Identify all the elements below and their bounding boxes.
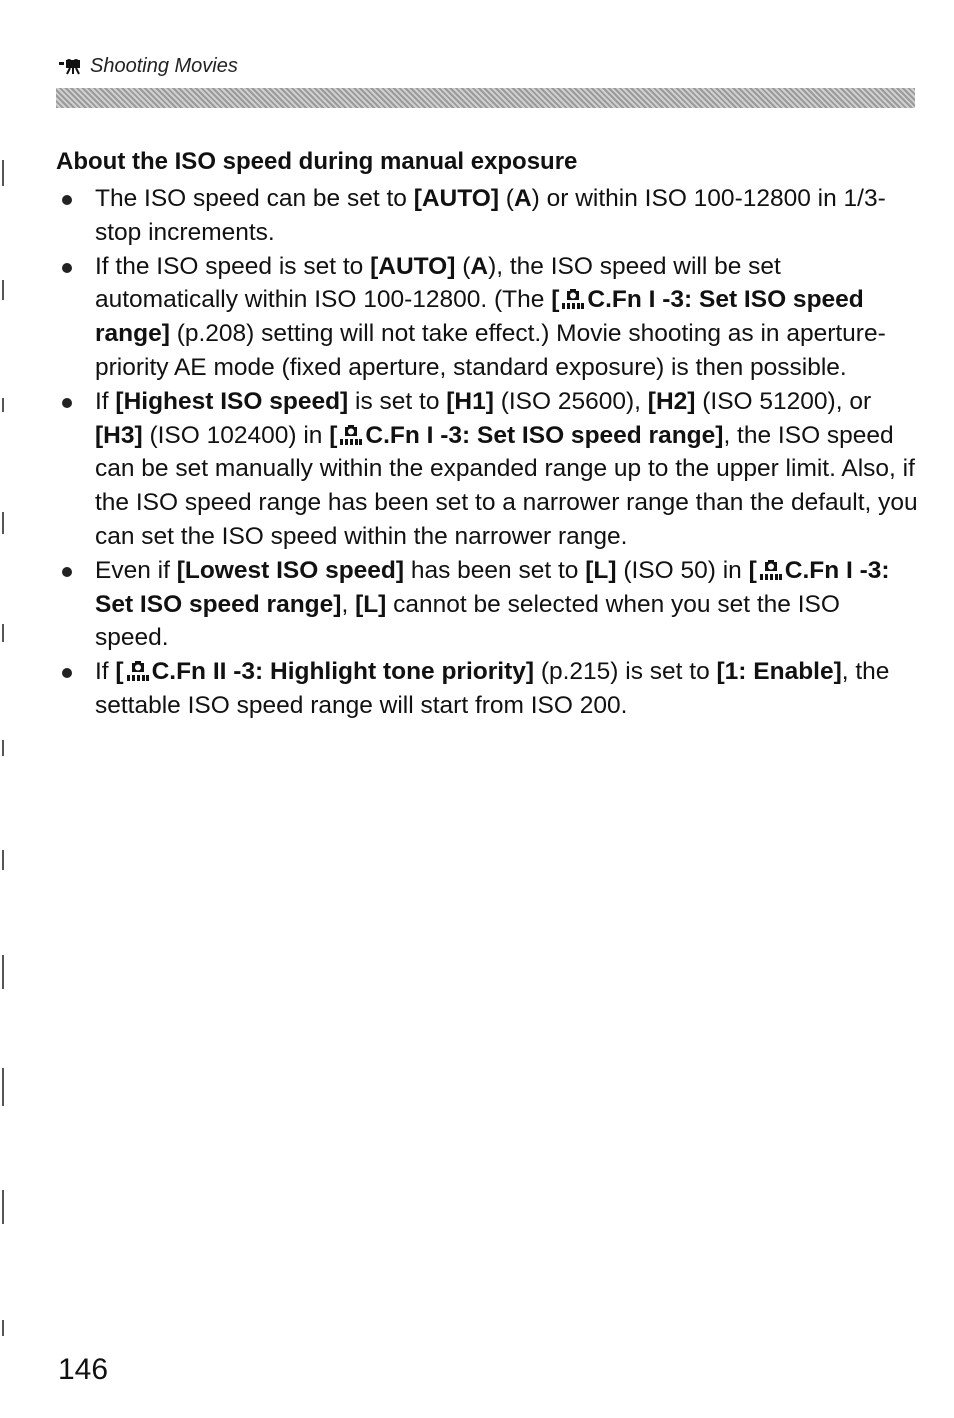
bold-term: [Lowest ISO speed] [176,556,405,584]
text-run: ( [455,252,471,280]
text-run: ) or within ISO 100-12800 in 1/3-stop increments. [95,185,886,246]
running-header [58,55,238,78]
bold-term: C.Fn I -3: Set ISO speed range] [95,286,864,348]
margin-mark [2,1190,4,1224]
bold-term: [L] [355,590,387,618]
margin-mark [2,1320,4,1336]
text-run: is set to [348,387,447,415]
text-run: ( [499,185,514,212]
custom-function-camera-icon [561,288,585,310]
margin-mark [2,740,4,756]
bold-term: [Highest ISO speed] [115,387,349,415]
bold-term: [H1] [446,387,494,415]
bullet-item [56,554,918,655]
bold-term: [H2] [647,387,696,415]
text-run: The ISO speed can be set to [95,185,414,212]
text-run: , the settable ISO speed range will start from ISO 200. [95,658,890,719]
bullet-item [56,182,918,250]
bold-term: [L] [585,556,617,584]
bold-term: [ [115,658,124,686]
text-run: (ISO 102400) in [142,421,330,449]
bold-term: C.Fn I -3: Set ISO speed range] [365,421,724,449]
bullet-dot-icon [62,567,72,577]
text-run: (p.208) setting will not take effect.) Movie shooting as in aperture-priority AE mode (fixed aperture, standard exposure) is then possible. [95,320,886,381]
text-run: , the ISO speed can be set manually within the expanded range up to the upper limit. Also, if the ISO speed range has been set to a narrower range than the default, you can set the ISO speed within the narrower range. [95,421,918,550]
bold-term: [ [329,421,338,449]
text-run: (ISO 25600), [493,387,648,415]
bold-term: [AUTO] [413,185,499,212]
margin-mark [2,624,4,642]
bold-term: A [470,252,489,280]
bullet-item [56,655,918,723]
margin-mark [2,955,4,989]
bold-term: C.Fn I -3: Set ISO speed range] [95,556,890,618]
text-run: If [95,387,116,415]
section-heading: About the ISO speed during manual exposure [56,148,578,175]
margin-mark [2,280,4,300]
bullet-item [56,250,918,385]
bold-term: [1: Enable] [716,658,842,686]
margin-mark [2,512,4,534]
text-run: cannot be selected when you set the ISO speed. [95,590,840,652]
margin-mark [2,398,4,412]
bullet-dot-icon [62,398,72,408]
bullet-list [56,182,918,723]
text-run: (p.215) is set to [534,658,717,686]
custom-function-camera-icon [759,559,783,581]
text-run: (ISO 50) in [616,556,749,584]
custom-function-camera-icon [339,424,363,446]
section-title: Shooting Movies [90,55,238,77]
custom-function-camera-icon [126,660,150,682]
text-run: ), the ISO speed will be set automatically within ISO 100-12800. (The [95,252,781,314]
margin-mark [2,1068,4,1106]
text-run: If [95,658,116,686]
margin-mark [2,160,4,186]
text-run: , [341,590,356,618]
bold-term: [AUTO] [370,252,456,280]
bullet-dot-icon [62,195,72,205]
bold-term: [ [551,286,560,314]
movie-camera-icon [58,57,84,77]
text-run: has been set to [404,556,586,584]
bullet-item [56,385,918,554]
bold-term: [ [748,556,757,584]
bold-term: A [513,185,532,212]
margin-mark [2,850,4,870]
text-run: (ISO 51200), or [695,387,872,415]
bold-term: [H3] [95,421,143,449]
bullet-dot-icon [62,668,72,678]
text-run: Even if [95,556,177,584]
bold-term: C.Fn II -3: Highlight tone priority] [151,658,535,686]
bullet-dot-icon [62,263,72,273]
header-band [56,88,915,108]
text-run: If the ISO speed is set to [95,252,371,280]
page-number: 146 [58,1353,109,1386]
